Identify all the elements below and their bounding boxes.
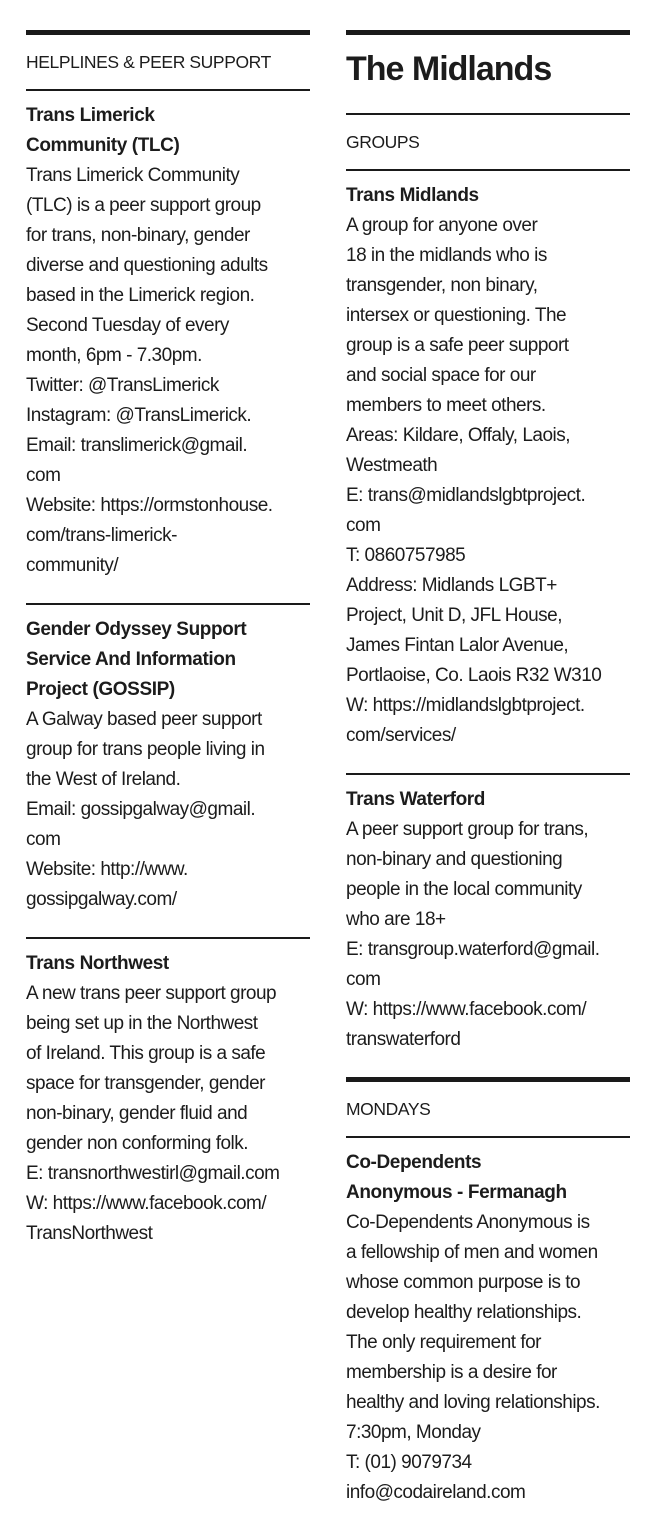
entry-text-line: whose common purpose is to — [346, 1272, 581, 1293]
listing-entry — [346, 1138, 630, 1530]
entry-text-line: com — [26, 465, 61, 486]
entry-title-line: Gender Odyssey Support — [26, 619, 247, 640]
entry-text-line: space for transgender, gender — [26, 1073, 266, 1094]
entry-text-line: community/ — [26, 555, 119, 576]
entry-text-line: E: trans@midlandslgbtproject. — [346, 485, 586, 506]
entry-text-line: info@codaireland.com — [346, 1482, 526, 1503]
entry-text-line: people in the local community — [346, 879, 582, 900]
entry-title-line: Trans Midlands — [346, 185, 479, 206]
section-label-mondays: MONDAYS — [346, 1099, 431, 1119]
mondays-entries — [346, 1136, 630, 1530]
entry-text-line: T: (01) 9079734 — [346, 1452, 472, 1473]
entry-text-line: who are 18+ — [346, 909, 446, 930]
entry-text-line: A group for anyone over — [346, 215, 538, 236]
entry-text-line: Project, Unit D, JFL House, — [346, 605, 562, 626]
entry-title — [26, 615, 310, 705]
groups-entries — [346, 169, 630, 1077]
entry-text-line: Westmeath — [346, 455, 438, 476]
entry-title — [26, 101, 310, 161]
entry-text-line: 7:30pm, Monday — [346, 1422, 481, 1443]
left-entries — [26, 89, 310, 1271]
entry-text-line: (TLC) is a peer support group — [26, 195, 261, 216]
entry-text-line: The only requirement for — [346, 1332, 541, 1353]
entry-text-line: TransNorthwest — [26, 1223, 153, 1244]
entry-text-line: a fellowship of men and women — [346, 1242, 598, 1263]
entry-text-line: transwaterford — [346, 1029, 461, 1050]
entry-text-line: Twitter: @TransLimerick — [26, 375, 219, 396]
entry-text-line: diverse and questioning adults — [26, 255, 268, 276]
entry-title-line: Service And Information — [26, 649, 236, 670]
entry-title — [26, 949, 310, 979]
entry-text-line: com/services/ — [346, 725, 456, 746]
listing-entry — [346, 775, 630, 1077]
entry-text-line: Portlaoise, Co. Laois R32 W310 — [346, 665, 602, 686]
entry-text-line: membership is a desire for — [346, 1362, 557, 1383]
entry-text-line: com/trans-limerick- — [26, 525, 177, 546]
right-column — [346, 30, 630, 1530]
entry-text-line: intersex or questioning. The — [346, 305, 567, 326]
section-label-helplines: HELPLINES & PEER SUPPORT — [26, 52, 271, 72]
entry-text-line: com — [26, 829, 61, 850]
entry-title-line: Co-Dependents — [346, 1152, 482, 1173]
entry-text-line: gossipgalway.com/ — [26, 889, 177, 910]
entry-title-line: Community (TLC) — [26, 135, 180, 156]
entry-text-line: Email: translimerick@gmail. — [26, 435, 248, 456]
entry-text-line: gender non conforming folk. — [26, 1133, 249, 1154]
entry-text-line: W: https://www.facebook.com/ — [346, 999, 587, 1020]
listing-entry — [26, 939, 310, 1271]
entry-title — [346, 181, 630, 211]
entry-title-line: Trans Northwest — [26, 953, 169, 974]
entry-text-line: based in the Limerick region. — [26, 285, 255, 306]
entry-text-line: month, 6pm - 7.30pm. — [26, 345, 202, 366]
entry-text-line: being set up in the Northwest — [26, 1013, 258, 1034]
entry-text-line: 18 in the midlands who is — [346, 245, 547, 266]
entry-text-line: for trans, non-binary, gender — [26, 225, 250, 246]
page-title: The Midlands — [346, 50, 552, 88]
entry-text-line: Website: http://www. — [26, 859, 188, 880]
entry-text-line: Trans Limerick Community — [26, 165, 240, 186]
entry-text-line: develop healthy relationships. — [346, 1302, 582, 1323]
entry-title-line: Anonymous - Fermanagh — [346, 1182, 567, 1203]
entry-text-line: com — [346, 969, 381, 990]
entry-title — [346, 1148, 630, 1208]
section-label-groups: GROUPS — [346, 132, 420, 152]
entry-title-line: Trans Limerick — [26, 105, 155, 126]
entry-text-line: Instagram: @TransLimerick. — [26, 405, 252, 426]
entry-text-line: Areas: Kildare, Offaly, Laois, — [346, 425, 571, 446]
entry-text-line: A new trans peer support group — [26, 983, 277, 1004]
entry-text-line: W: https://www.facebook.com/ — [26, 1193, 267, 1214]
listing-entry — [26, 91, 310, 603]
entry-text-line: non-binary and questioning — [346, 849, 563, 870]
entry-text-line: Address: Midlands LGBT+ — [346, 575, 557, 596]
entry-text-line: of Ireland. This group is a safe — [26, 1043, 266, 1064]
entry-text-line: the West of Ireland. — [26, 769, 181, 790]
entry-text-line: A peer support group for trans, — [346, 819, 589, 840]
entry-text-line: and social space for our — [346, 365, 536, 386]
listing-entry — [346, 171, 630, 773]
entry-text-line: T: 0860757985 — [346, 545, 466, 566]
left-column — [26, 30, 310, 1271]
entry-text-line: group for trans people living in — [26, 739, 265, 760]
entry-text-line: com — [346, 515, 381, 536]
listing-entry — [26, 605, 310, 937]
entry-title-line: Trans Waterford — [346, 789, 485, 810]
entry-text-line: members to meet others. — [346, 395, 546, 416]
entry-text-line: E: transnorthwestirl@gmail.com — [26, 1163, 280, 1184]
entry-text-line: E: transgroup.waterford@gmail. — [346, 939, 600, 960]
entry-text-line: W: https://midlandslgbtproject. — [346, 695, 585, 716]
entry-text-line: James Fintan Lalor Avenue, — [346, 635, 569, 656]
entry-title-line: Project (GOSSIP) — [26, 679, 175, 700]
entry-text-line: Email: gossipgalway@gmail. — [26, 799, 256, 820]
entry-text-line: Co-Dependents Anonymous is — [346, 1212, 590, 1233]
entry-text-line: non-binary, gender fluid and — [26, 1103, 248, 1124]
entry-text-line: healthy and loving relationships. — [346, 1392, 600, 1413]
entry-text-line: Second Tuesday of every — [26, 315, 229, 336]
entry-text-line: Website: https://ormstonhouse. — [26, 495, 273, 516]
entry-text-line: A Galway based peer support — [26, 709, 262, 730]
entry-text-line: transgender, non binary, — [346, 275, 538, 296]
entry-title — [346, 785, 630, 815]
entry-text-line: group is a safe peer support — [346, 335, 569, 356]
